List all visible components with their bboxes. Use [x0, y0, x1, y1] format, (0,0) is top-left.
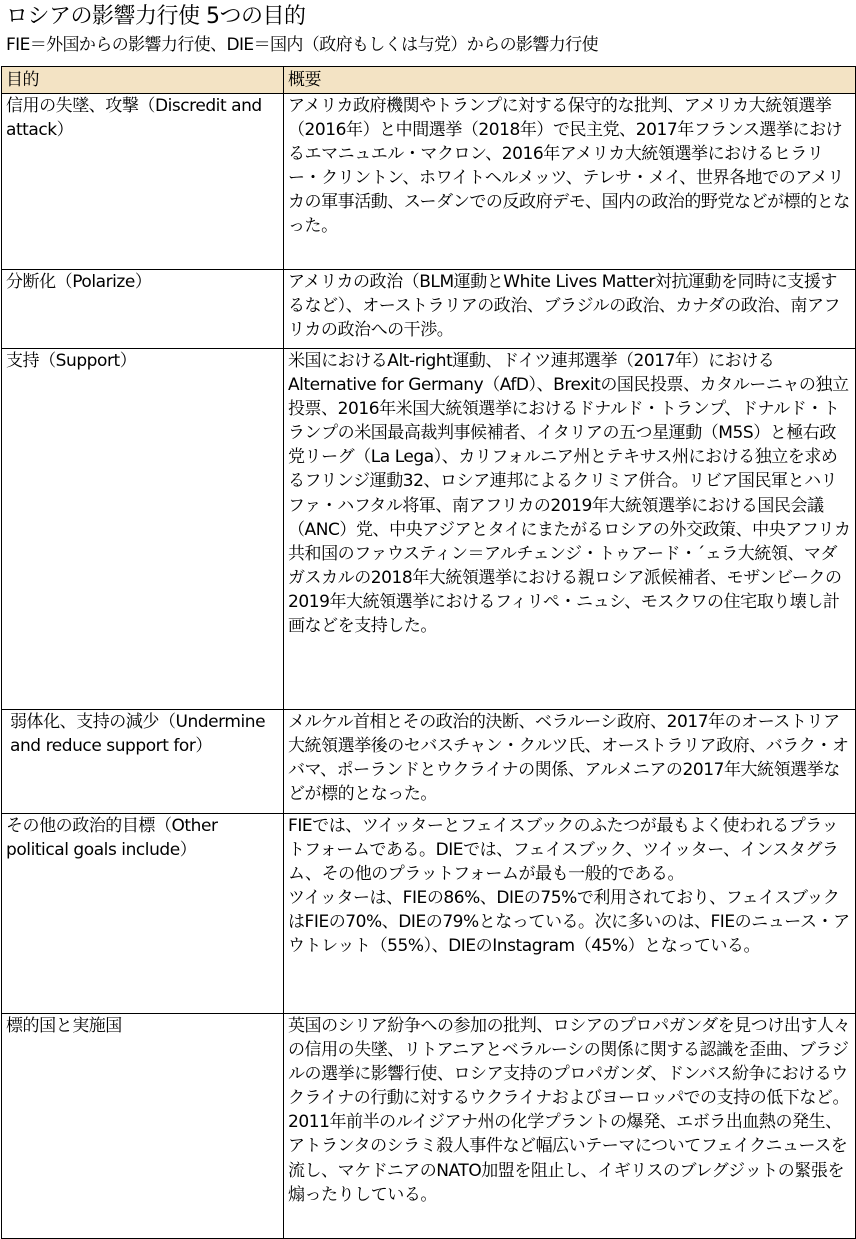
summary-cell — [284, 710, 856, 814]
summary-text: 米国におけるAlt-right運動、ドイツ連邦選挙（2017年）におけるAlternative for Germany（AfD）、Brexitの国民投票、カタルーニャの独立投票、2016年米国大統領選挙におけるドナルド・トランプ、ドナルド・トランプの米国最高裁判事候補者、イタリアの五つ星運動（M5S）と極右政党リーグ（La Lega）、カリフォルニア州とテキサス州における独立を求めるフリンジ運動32、ロシア連邦によるクリミア併合。リビア国民軍とハリファ・ハフタル将軍、南アフリカの2019年大統領選挙における国民会議（ANC）党、中央アジアとタイにまたがるロシアの外交政策、中央アフリカ共和国のファウスティン＝アルチェンジ・トゥアード・´ェラ大統領、マダガスカルの2018年大統領選挙における親ロシア派候補者、モザンビークの2019年大統領選挙におけるフィリペ・ニュシ、モスクワの住宅取り壊し計画などを支持した。 — [288, 351, 851, 637]
table-row — [2, 1014, 856, 1239]
page-title: ロシアの影響力行使 5つの目的 — [6, 4, 306, 29]
purpose-cell — [2, 710, 284, 814]
table-row — [2, 710, 856, 814]
purpose-cell — [2, 270, 284, 349]
table-row — [2, 814, 856, 1014]
summary-text: ツイッターは、FIEの86%、DIEの75%で利用されており、フェイスブックはFIEの70%、DIEの79%となっている。次に多いのは、FIEのニュース・アウトレット（55%）、DIEのInstagram（45%）となっている。 — [288, 888, 850, 957]
page-subtitle: FIE＝外国からの影響力行使、DIE＝国内（政府もしくは与党）からの影響力行使 — [6, 35, 598, 55]
table-row — [2, 270, 856, 349]
summary-text: メルケル首相とその政治的決断、ベラルーシ政府、2017年のオーストリア大統領選挙後のセバスチャン・クルツ氏、オーストラリア政府、バラク・オバマ、ポーランドとウクライナの関係、アルメニアの2017年大統領選挙などが標的となった。 — [288, 712, 849, 805]
header-purpose: 目的 — [2, 67, 284, 94]
purpose-text: その他の政治的目標（Other political goals include） — [6, 816, 218, 861]
purpose-cell — [2, 1014, 284, 1239]
purpose-text: 標的国と実施国 — [6, 1016, 122, 1036]
summary-cell — [284, 814, 856, 1014]
summary-cell — [284, 1014, 856, 1239]
summary-text: アメリカの政治（BLM運動とWhite Lives Matter対抗運動を同時に支援するなど）、オーストラリアの政治、ブラジルの政治、カナダの政治、南アフリカの政治への干渉。 — [288, 272, 841, 341]
summary-text: アメリカ政府機関やトランプに対する保守的な批判、アメリカ大統領選挙（2016年）と中間選挙（2018年）で民主党、2017年フランス選挙におけるエマニュエル・マクロン、2016年アメリカ大統領選挙におけるヒラリー・クリントン、ホワイトヘルメッツ、テレサ・メイ、世界各地でのアメリカの軍事活動、スーダンでの反政府デモ、国内の政治的野党などが標的となった。 — [288, 96, 850, 237]
purpose-text: 分断化（Polarize） — [6, 272, 152, 292]
summary-text: 英国のシリア紛争への参加の批判、ロシアのプロパガンダを見つけ出す人々の信用の失墜、リトアニアとベラルーシの関係に関する認識を歪曲、ブラジルの選挙に影響行使、ロシア支持のプロパガンダ、ドンバス紛争におけるウクライナの行動に対するウクライナおよびヨーロッパでの支持の低下など。2011年前半のルイジアナ州の化学プラントの爆発、エボラ出血熱の発生、アトランタのシラミ殺人事件など幅広いテーマについてフェイクニュースを流し、マケドニアのNATO加盟を阻止し、イギリスのブレグジットの緊張を煽ったりしている。 — [288, 1016, 851, 1205]
purpose-text: 支持（Support） — [6, 351, 137, 371]
purpose-text: 弱体化、支持の減少（Undermine and reduce support for） — [10, 712, 266, 757]
table-row — [2, 349, 856, 710]
summary-cell — [284, 349, 856, 710]
summary-cell — [284, 270, 856, 349]
purpose-cell — [2, 814, 284, 1014]
header-summary: 概要 — [284, 67, 856, 94]
summary-text: FIEでは、ツイッターとフェイスブックのふたつが最もよく使われるプラットフォームである。DIEでは、フェイスブック、ツイッター、インスタグラム、その他のプラットフォームが最も一般的である。 — [288, 816, 839, 885]
purpose-text: 信用の失墜、攻撃（Discredit and attack） — [6, 96, 262, 141]
purpose-cell — [2, 349, 284, 710]
objectives-table — [1, 66, 856, 1239]
summary-cell — [284, 94, 856, 270]
table-header-row — [2, 67, 856, 94]
purpose-cell — [2, 94, 284, 270]
table-row — [2, 94, 856, 270]
